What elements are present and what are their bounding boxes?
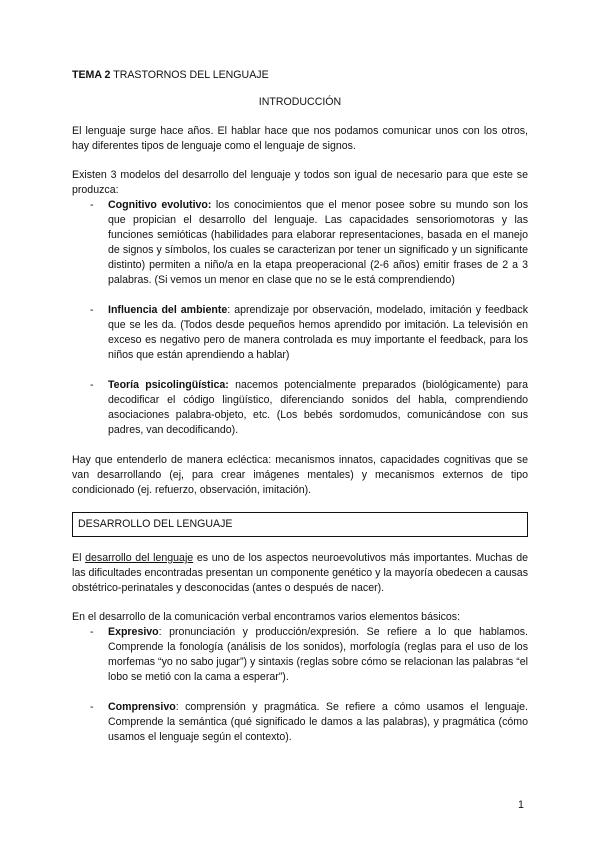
dash-bullet: - <box>90 379 94 391</box>
elements-list <box>72 625 528 745</box>
item-text: los conocimientos que el menor posee sobre su mundo son los que propician el desarrollo del lenguaje. Las capacidades sensoriomotoras y las funciones semióticas (habilidades para elaborar representaciones, basada en el manejo de signos y símbolos, los cuales se caracterizan por tener un significado y un significante distinto) permiten a niño/a en la etapa preoperacional (2-6 años) emitir frases de 2 a 3 palabras. (Si vemos un menor en clase que no se le está comprendiendo) <box>108 199 528 286</box>
item-text: : pronunciación y producción/expresión. Se refiere a lo que hablamos. Comprende la fonología (análisis de los sonidos), morfología (reglas para el uso de los morfemas “yo no sabo jugar”) y sintaxis (reglas sobre cómo se relacionan las palabras “el lobo se metió con la cama a esperar”). <box>108 626 528 683</box>
page-number: 1 <box>518 799 524 811</box>
models-list <box>72 198 528 438</box>
item-title: Influencia del ambiente <box>108 304 228 316</box>
paragraph-elements: En el desarrollo de la comunicación verbal encontramos varios elementos básicos: <box>72 611 461 623</box>
item-title: Teoría psicolingüística: <box>108 379 229 391</box>
item-text: nacemos potencialmente preparados (biológicamente) para decodificar el código lingüístico, diferenciando sonidos del habla, comprendiendo asociaciones palabra-objeto, etc. (Los bebés sordomudos, comunicándose con sus padres, van decodificando). <box>108 379 528 436</box>
list-item <box>72 198 528 288</box>
item-text: : aprendizaje por observación, modelado, imitación y feedback que se les da. (Todos desde pequeños hemos aprendido por imitación. La televisión en exceso es negativo pero de manera controlada es muy importante el feedback, para los niños que están aprendiendo a hablar) <box>108 304 528 361</box>
paragraph-development <box>72 551 528 596</box>
list-item <box>72 625 528 685</box>
text-start: El <box>72 552 86 564</box>
dash-bullet: - <box>90 701 94 713</box>
page-content <box>72 68 528 760</box>
document-title <box>72 68 528 83</box>
text-rest: es uno de los aspectos neuroevolutivos más importantes. Muchas de las dificultades encontradas presentan un componente genético y la mayoría obedecen a causas obstétrico-perinatales y desconocidas (antes o después de nacer). <box>72 552 528 594</box>
item-title: Cognitivo evolutivo: <box>108 199 212 211</box>
item-title: Comprensivo <box>108 701 176 713</box>
title-topic: TRASTORNOS DEL LENGUAJE <box>110 69 269 81</box>
title-tema: TEMA 2 <box>72 69 111 81</box>
intro-heading: INTRODUCCIÓN <box>258 96 342 108</box>
paragraph-models: Existen 3 modelos del desarrollo del lenguaje y todos son igual de necesario para que este se produzca: <box>72 169 528 196</box>
dash-bullet: - <box>90 626 94 638</box>
item-text: : comprensión y pragmática. Se refiere a cómo usamos el lenguaje. Comprende la semántica (qué significado le damos a las palabras), y pragmática (cómo usamos el lenguaje según el contexto). <box>108 701 528 743</box>
underlined-term: desarrollo del lenguaje <box>85 552 194 564</box>
item-title: Expresivo <box>108 626 159 638</box>
dash-bullet: - <box>90 304 94 316</box>
list-item <box>72 378 528 438</box>
paragraph-eclectic: Hay que entenderlo de manera ecléctica: mecanismos innatos, capacidades cognitivas que se van desarrollando (ej, para crear imágenes mentales) y mecanismos externos de tipo condicionado (ej. refuerzo, observación, imitación). <box>72 454 528 496</box>
list-item <box>72 303 528 363</box>
dash-bullet: - <box>90 199 94 211</box>
section-heading-box: DESARROLLO DEL LENGUAJE <box>72 512 528 537</box>
list-item <box>72 700 528 745</box>
paragraph-intro: El lenguaje surge hace años. El hablar hace que nos podamos comunicar unos con los otros, hay diferentes tipos de lenguaje como el lenguaje de signos. <box>72 125 528 152</box>
